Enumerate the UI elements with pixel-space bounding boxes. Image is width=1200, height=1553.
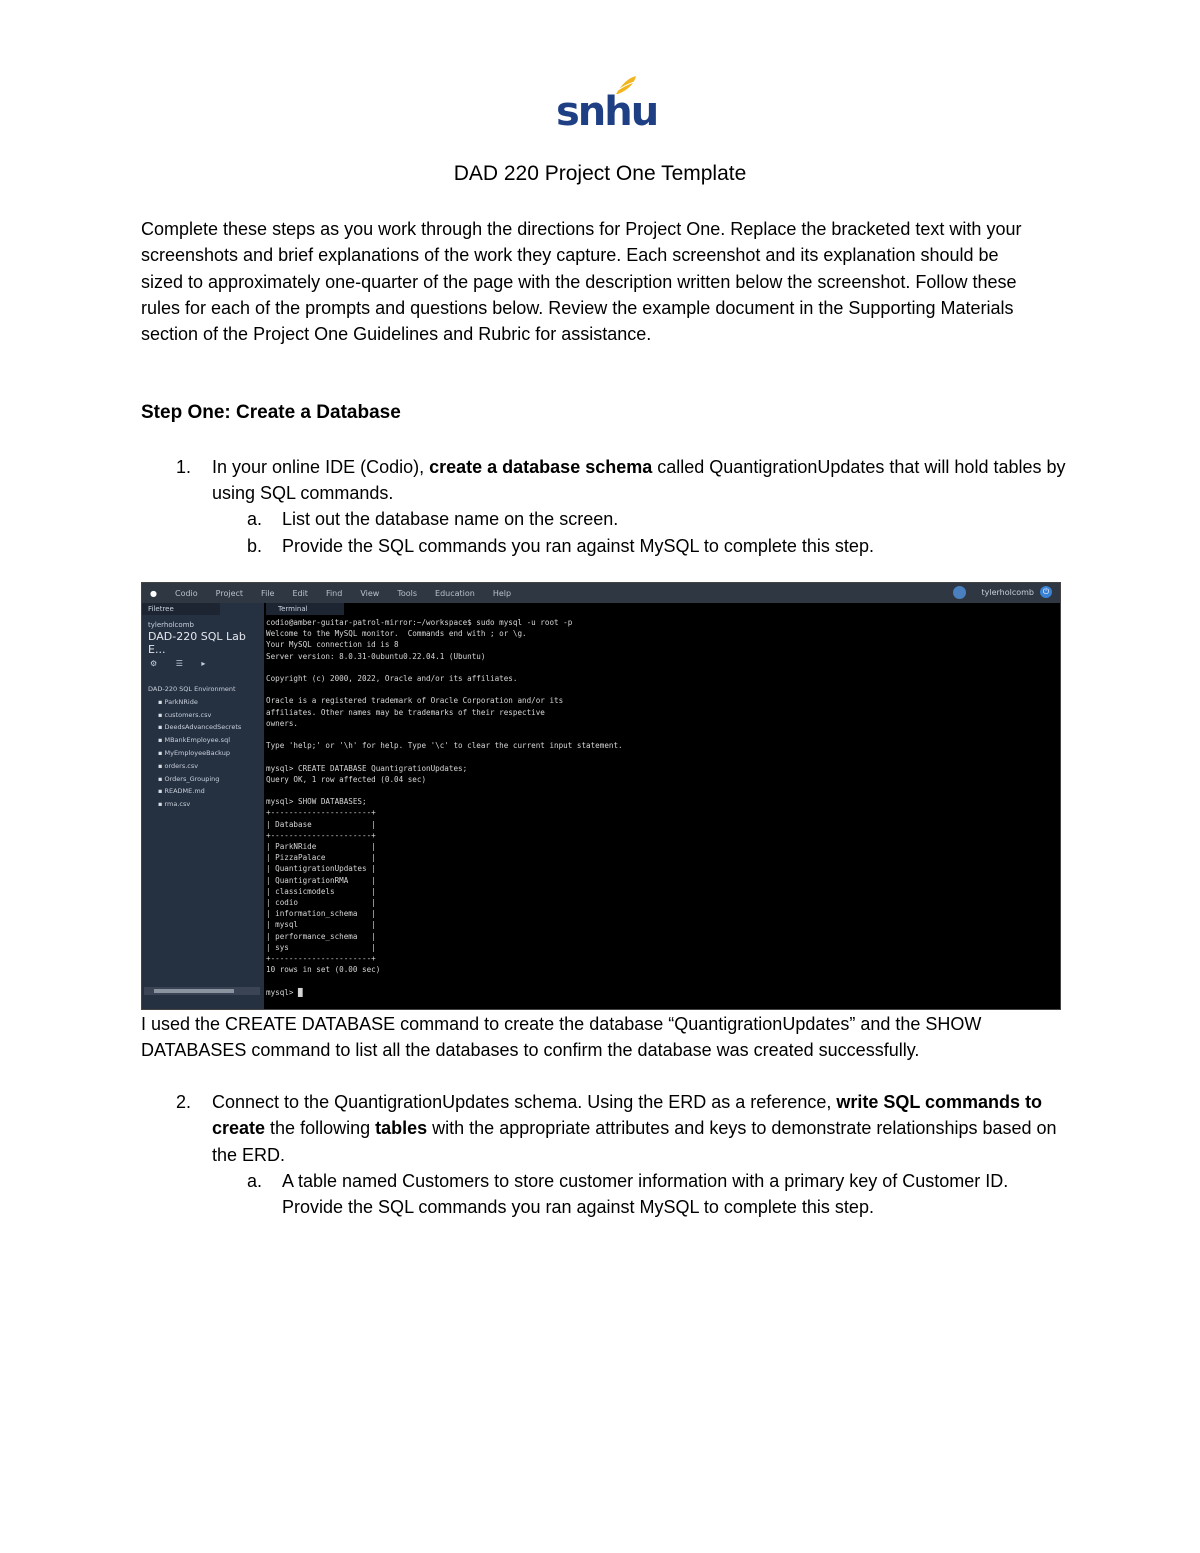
file-item: ▪ DeedsAdvancedSecrets bbox=[148, 721, 241, 734]
logo-text: snhu bbox=[556, 89, 658, 135]
menu-find: Find bbox=[325, 588, 343, 598]
file-item: ▪ README.md bbox=[148, 785, 241, 798]
intro-paragraph: Complete these steps as you work through the directions for Project One. Replace the bracketed text with your screenshots and brief explanations of the work they capture. Each screenshot and its explanation should be sized to approximately one-quarter of the page with the description written below the screenshot. Follow these rules for each of the prompts and questions below. Review the example document in the Supporting Materials section of the Project One Guidelines and Rubric for assistance. bbox=[141, 219, 1022, 345]
item-2-text-c: with the appropriate attributes and keys to demonstrate relationships based on the ERD. bbox=[212, 1118, 1057, 1165]
file-item: ▪ ParkNRide bbox=[148, 696, 241, 709]
sidebar-user: tylerholcomb bbox=[148, 621, 194, 629]
menu-codio: Codio bbox=[174, 588, 198, 598]
terminal-tab: Terminal bbox=[266, 603, 344, 615]
item-2a-marker: a. bbox=[247, 1171, 263, 1191]
file-tree bbox=[148, 683, 241, 811]
step-one-heading: Step One: Create a Database bbox=[141, 402, 401, 423]
item-2-text-a: Connect to the QuantigrationUpdates schema. Using the ERD as a reference, bbox=[212, 1092, 837, 1112]
item-1b-marker: b. bbox=[247, 536, 263, 556]
screenshot-caption: I used the CREATE DATABASE command to create the database “QuantigrationUpdates” and the SHOW DATABASES command to list all the databases to confirm the database was created successfully. bbox=[141, 1014, 982, 1061]
file-item: ▪ Orders_Grouping bbox=[148, 773, 241, 786]
menu-education: Education bbox=[435, 588, 475, 598]
avatar bbox=[953, 586, 966, 599]
sidebar-project-name: DAD-220 SQL Lab E... bbox=[148, 630, 246, 656]
codio-screenshot bbox=[141, 582, 1061, 1010]
menu-view: View bbox=[360, 588, 380, 598]
menu-help: Help bbox=[492, 588, 512, 598]
terminal-output: codio@amber-guitar-patrol-mirror:~/workspace$ sudo mysql -u root -p Welcome to the MySQL monitor. Commands end with ; or \g. Your MySQL connection id is 8 Server version: 8.0.31-0ubuntu0.22.04.1 (Ubuntu) Copyright (c) 2000, 2022, Oracle and/or its affiliates. Oracle is a registered trademark of Oracle Corporation and/or its affiliates. Other names may be trademarks of their respective owners. Type 'help;' or '\h' for help. Type '\c' to clear the current input statement. mysql> CREATE DATABASE QuantigrationUpdates; Query OK, 1 row affected (0.04 sec) mysql> SHOW DATABASES; +----------------------+ | Database | +----------------------+ | ParkNRide | | PizzaPalace | | QuantigrationUpdates | | QuantigrationRMA | | classicmodels | | codio | | information_schema | | mysql | | performance_schema | | sys | +----------------------+ 10 rows in set (0.00 sec) mysql> █ bbox=[266, 618, 623, 997]
file-tree-root: DAD-220 SQL Environment bbox=[148, 685, 236, 693]
file-tree-sidebar bbox=[142, 603, 264, 1009]
item-2-text-b: the following bbox=[265, 1118, 376, 1139]
item-1-text-a: In your online IDE (Codio), bbox=[212, 457, 430, 477]
codio-logo-icon: ● bbox=[150, 588, 157, 598]
filetree-tab: Filetree bbox=[142, 603, 220, 615]
item-1a-text: List out the database name on the screen. bbox=[282, 509, 619, 529]
item-2-bold-a: write SQL commands to create bbox=[212, 1092, 1043, 1139]
file-item: ▪ MyEmployeeBackup bbox=[148, 747, 241, 760]
sidebar-scrollbar bbox=[144, 987, 260, 995]
file-item: ▪ customers.csv bbox=[148, 709, 241, 722]
menu-file: File bbox=[261, 588, 275, 598]
item-1-text-b: called QuantigrationUpdates that will hold tables by using SQL commands. bbox=[212, 457, 1066, 504]
item-1a-marker: a. bbox=[247, 509, 263, 529]
sidebar-tools: ⚙ ☰ ▸ bbox=[150, 659, 214, 668]
item-2-number: 2. bbox=[176, 1092, 192, 1112]
item-1-bold: create a database schema bbox=[429, 457, 653, 477]
menu-project: Project bbox=[215, 588, 244, 598]
item-1-text bbox=[212, 454, 1072, 507]
menu-edit: Edit bbox=[292, 588, 308, 598]
file-item: ▪ rma.csv bbox=[148, 798, 241, 811]
item-1b-text: Provide the SQL commands you ran against MySQL to complete this step. bbox=[282, 536, 874, 556]
menu-tools: Tools bbox=[397, 588, 418, 598]
leaf-icon bbox=[614, 74, 638, 98]
ide-menu-bar bbox=[142, 583, 1060, 603]
item-2-text bbox=[212, 1089, 1072, 1168]
snhu-logo bbox=[556, 74, 658, 136]
item-2a-text: A table named Customers to store customer information with a primary key of Customer ID. Provide the SQL commands you ran against MySQL to complete this step. bbox=[282, 1171, 1009, 1218]
document-title: DAD 220 Project One Template bbox=[453, 162, 747, 185]
item-1-number: 1. bbox=[176, 457, 192, 477]
ide-username: tylerholcomb bbox=[981, 588, 1034, 597]
file-item: ▪ orders.csv bbox=[148, 760, 241, 773]
power-icon: ⏻ bbox=[1040, 586, 1052, 598]
file-item: ▪ MBankEmployee.sql bbox=[148, 734, 241, 747]
item-2-bold-b: tables bbox=[375, 1118, 428, 1139]
